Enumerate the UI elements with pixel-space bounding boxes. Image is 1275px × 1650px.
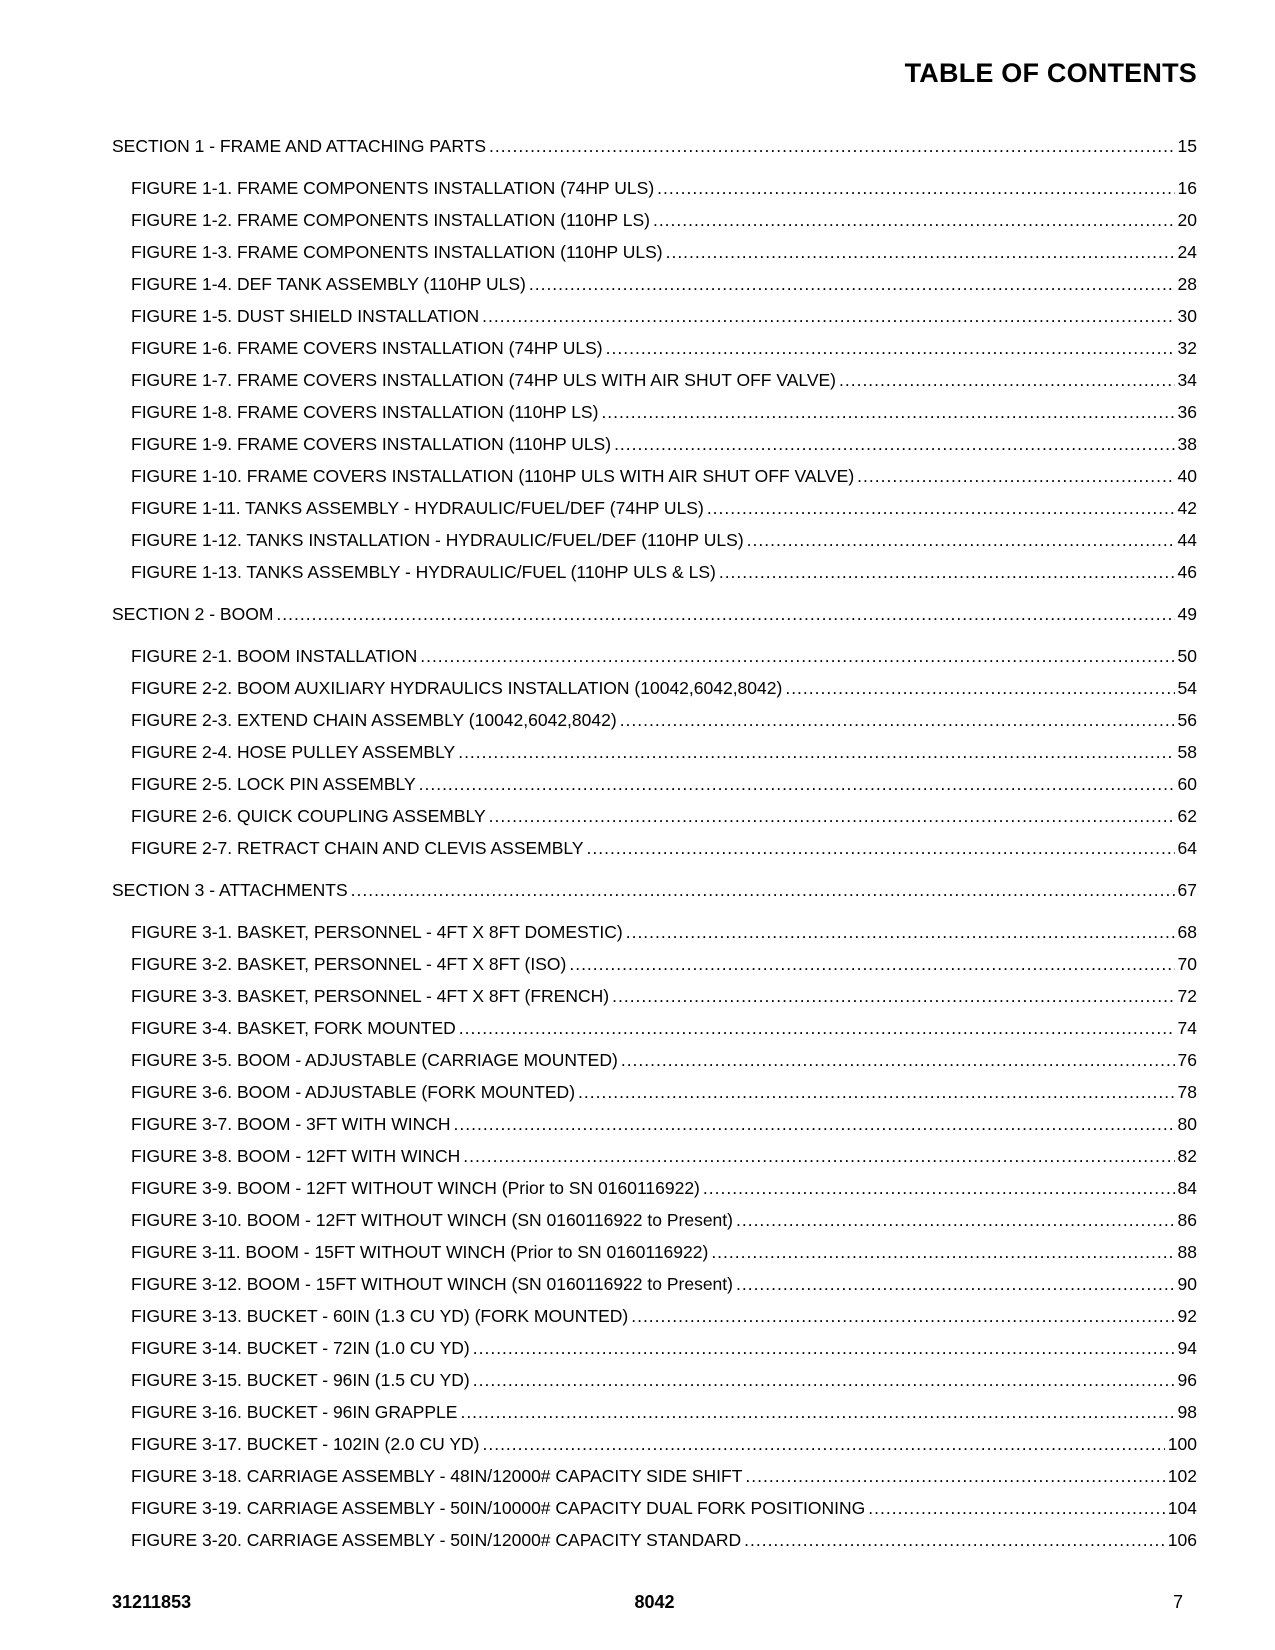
figure-title: FIGURE 1-4. DEF TANK ASSEMBLY (110HP ULS) <box>131 274 526 294</box>
figure-page-number: 62 <box>1177 806 1197 826</box>
dot-leader <box>703 1172 1175 1204</box>
figure-page-number: 64 <box>1177 838 1197 858</box>
dot-leader <box>614 428 1174 460</box>
toc-figure-entry[interactable] <box>112 1524 1197 1556</box>
toc-figure-entry[interactable] <box>112 204 1197 236</box>
toc-section-entry[interactable] <box>112 874 1197 906</box>
dot-leader <box>276 598 1174 630</box>
figure-page-number: 58 <box>1177 742 1197 762</box>
section-page-number: 49 <box>1177 604 1197 624</box>
figure-title: FIGURE 2-4. HOSE PULLEY ASSEMBLY <box>131 742 456 762</box>
footer-document-number: 31211853 <box>112 1592 192 1612</box>
figure-page-number: 54 <box>1177 678 1197 698</box>
toc-figure-entry[interactable] <box>112 300 1197 332</box>
dot-leader <box>482 1428 1164 1460</box>
figure-page-number: 82 <box>1177 1146 1197 1166</box>
toc-figure-entry[interactable] <box>112 1140 1197 1172</box>
section-title: SECTION 3 - ATTACHMENTS <box>112 880 348 900</box>
dot-leader <box>459 1012 1175 1044</box>
toc-figure-entry[interactable] <box>112 460 1197 492</box>
toc-figure-entry[interactable] <box>112 736 1197 768</box>
dot-leader <box>657 172 1174 204</box>
toc-figure-entry[interactable] <box>112 1236 1197 1268</box>
figure-title: FIGURE 3-13. BUCKET - 60IN (1.3 CU YD) (FORK MOUNTED) <box>131 1306 629 1326</box>
figure-title: FIGURE 3-3. BASKET, PERSONNEL - 4FT X 8FT (FRENCH) <box>131 986 610 1006</box>
figure-title: FIGURE 1-9. FRAME COVERS INSTALLATION (110HP ULS) <box>131 434 612 454</box>
figure-page-number: 92 <box>1177 1306 1197 1326</box>
figure-page-number: 72 <box>1177 986 1197 1006</box>
toc-figure-entry[interactable] <box>112 1300 1197 1332</box>
dot-leader <box>785 672 1174 704</box>
figure-title: FIGURE 1-2. FRAME COMPONENTS INSTALLATION (110HP LS) <box>131 210 650 230</box>
dot-leader <box>666 236 1175 268</box>
figure-title: FIGURE 3-11. BOOM - 15FT WITHOUT WINCH (Prior to SN 0160116922) <box>131 1242 709 1262</box>
toc-figure-entry[interactable] <box>112 492 1197 524</box>
figure-page-number: 98 <box>1177 1402 1197 1422</box>
toc-figure-entry[interactable] <box>112 1396 1197 1428</box>
figure-page-number: 40 <box>1177 466 1197 486</box>
figure-page-number: 78 <box>1177 1082 1197 1102</box>
section-page-number: 67 <box>1177 880 1197 900</box>
toc-figure-entry[interactable] <box>112 1492 1197 1524</box>
toc-figure-entry[interactable] <box>112 1332 1197 1364</box>
toc-figure-entry[interactable] <box>112 428 1197 460</box>
toc-figure-entry[interactable] <box>112 1172 1197 1204</box>
toc-section-entry[interactable] <box>112 130 1197 162</box>
dot-leader <box>569 948 1174 980</box>
toc-figure-entry[interactable] <box>112 1076 1197 1108</box>
figure-page-number: 90 <box>1177 1274 1197 1294</box>
figure-title: FIGURE 3-17. BUCKET - 102IN (2.0 CU YD) <box>131 1434 480 1454</box>
dot-leader <box>620 704 1175 736</box>
figure-page-number: 38 <box>1177 434 1197 454</box>
figure-title: FIGURE 3-1. BASKET, PERSONNEL - 4FT X 8FT DOMESTIC) <box>131 922 623 942</box>
toc-figure-entry[interactable] <box>112 524 1197 556</box>
toc-figure-entry[interactable] <box>112 704 1197 736</box>
dot-leader <box>719 556 1175 588</box>
dot-leader <box>420 640 1174 672</box>
figure-page-number: 104 <box>1167 1498 1197 1518</box>
dot-leader <box>868 1492 1165 1524</box>
figure-title: FIGURE 3-8. BOOM - 12FT WITH WINCH <box>131 1146 461 1166</box>
dot-leader <box>463 1140 1174 1172</box>
dot-leader <box>736 1204 1175 1236</box>
dot-leader <box>747 524 1175 556</box>
footer-model-number: 8042 <box>634 1592 675 1612</box>
figure-page-number: 16 <box>1177 178 1197 198</box>
toc-figure-entry[interactable] <box>112 364 1197 396</box>
figure-title: FIGURE 2-6. QUICK COUPLING ASSEMBLY <box>131 806 486 826</box>
figure-page-number: 80 <box>1177 1114 1197 1134</box>
toc-figure-entry[interactable] <box>112 236 1197 268</box>
dot-leader <box>419 768 1175 800</box>
figure-page-number: 60 <box>1177 774 1197 794</box>
figure-title: FIGURE 1-10. FRAME COVERS INSTALLATION (110HP ULS WITH AIR SHUT OFF VALVE) <box>131 466 855 486</box>
toc-figure-entry[interactable] <box>112 1044 1197 1076</box>
figure-page-number: 50 <box>1177 646 1197 666</box>
dot-leader <box>744 1524 1165 1556</box>
toc-figure-entry[interactable] <box>112 1364 1197 1396</box>
toc-figure-entry[interactable] <box>112 268 1197 300</box>
figure-title: FIGURE 2-7. RETRACT CHAIN AND CLEVIS ASSEMBLY <box>131 838 584 858</box>
figure-title: FIGURE 1-11. TANKS ASSEMBLY - HYDRAULIC/FUEL/DEF (74HP ULS) <box>131 498 704 518</box>
figure-title: FIGURE 3-16. BUCKET - 96IN GRAPPLE <box>131 1402 458 1422</box>
figure-title: FIGURE 3-19. CARRIAGE ASSEMBLY - 50IN/10000# CAPACITY DUAL FORK POSITIONING <box>131 1498 866 1518</box>
figure-title: FIGURE 1-7. FRAME COVERS INSTALLATION (74HP ULS WITH AIR SHUT OFF VALVE) <box>131 370 836 390</box>
dot-leader <box>489 800 1175 832</box>
toc-figure-entry[interactable] <box>112 1108 1197 1140</box>
dot-leader <box>489 130 1175 162</box>
dot-leader <box>631 1300 1174 1332</box>
figure-title: FIGURE 1-12. TANKS INSTALLATION - HYDRAULIC/FUEL/DEF (110HP ULS) <box>131 530 744 550</box>
figure-title: FIGURE 3-12. BOOM - 15FT WITHOUT WINCH (SN 0160116922 to Present) <box>131 1274 733 1294</box>
dot-leader <box>606 332 1175 364</box>
figure-page-number: 70 <box>1177 954 1197 974</box>
figure-page-number: 88 <box>1177 1242 1197 1262</box>
dot-leader <box>482 300 1174 332</box>
dot-leader <box>460 1396 1174 1428</box>
page-title: TABLE OF CONTENTS <box>904 58 1197 88</box>
section-title: SECTION 2 - BOOM <box>112 604 274 624</box>
figure-page-number: 102 <box>1167 1466 1197 1486</box>
figure-page-number: 36 <box>1177 402 1197 422</box>
dot-leader <box>626 916 1175 948</box>
figure-title: FIGURE 3-7. BOOM - 3FT WITH WINCH <box>131 1114 451 1134</box>
toc-figure-entry[interactable] <box>112 172 1197 204</box>
figure-title: FIGURE 3-18. CARRIAGE ASSEMBLY - 48IN/12000# CAPACITY SIDE SHIFT <box>131 1466 743 1486</box>
figure-title: FIGURE 3-14. BUCKET - 72IN (1.0 CU YD) <box>131 1338 470 1358</box>
figure-title: FIGURE 1-13. TANKS ASSEMBLY - HYDRAULIC/FUEL (110HP ULS & LS) <box>131 562 716 582</box>
figure-page-number: 76 <box>1177 1050 1197 1070</box>
dot-leader <box>711 1236 1174 1268</box>
figure-title: FIGURE 2-5. LOCK PIN ASSEMBLY <box>131 774 416 794</box>
toc-figure-entry[interactable] <box>112 1204 1197 1236</box>
figure-page-number: 24 <box>1177 242 1197 262</box>
dot-leader <box>454 1108 1175 1140</box>
figure-page-number: 20 <box>1177 210 1197 230</box>
figure-title: FIGURE 3-9. BOOM - 12FT WITHOUT WINCH (Prior to SN 0160116922) <box>131 1178 700 1198</box>
dot-leader <box>587 832 1175 864</box>
figure-title: FIGURE 2-3. EXTEND CHAIN ASSEMBLY (10042,6042,8042) <box>131 710 617 730</box>
dot-leader <box>578 1076 1175 1108</box>
table-of-contents <box>112 130 1197 1556</box>
figure-title: FIGURE 1-6. FRAME COVERS INSTALLATION (74HP ULS) <box>131 338 603 358</box>
figure-page-number: 94 <box>1177 1338 1197 1358</box>
figure-title: FIGURE 3-2. BASKET, PERSONNEL - 4FT X 8FT (ISO) <box>131 954 567 974</box>
figure-page-number: 96 <box>1177 1370 1197 1390</box>
figure-page-number: 86 <box>1177 1210 1197 1230</box>
toc-figure-entry[interactable] <box>112 672 1197 704</box>
figure-title: FIGURE 3-10. BOOM - 12FT WITHOUT WINCH (SN 0160116922 to Present) <box>131 1210 733 1230</box>
dot-leader <box>621 1044 1175 1076</box>
toc-figure-entry[interactable] <box>112 832 1197 864</box>
toc-figure-entry[interactable] <box>112 556 1197 588</box>
toc-figure-entry[interactable] <box>112 768 1197 800</box>
figure-page-number: 44 <box>1177 530 1197 550</box>
figure-title: FIGURE 1-3. FRAME COMPONENTS INSTALLATION (110HP ULS) <box>131 242 663 262</box>
toc-figure-entry[interactable] <box>112 948 1197 980</box>
figure-title: FIGURE 1-1. FRAME COMPONENTS INSTALLATION (74HP ULS) <box>131 178 655 198</box>
figure-page-number: 46 <box>1177 562 1197 582</box>
toc-section-entry[interactable] <box>112 598 1197 630</box>
figure-page-number: 32 <box>1177 338 1197 358</box>
dot-leader <box>839 364 1175 396</box>
figure-page-number: 100 <box>1167 1434 1197 1454</box>
toc-figure-entry[interactable] <box>112 916 1197 948</box>
dot-leader <box>458 736 1174 768</box>
toc-figure-entry[interactable] <box>112 1428 1197 1460</box>
figure-page-number: 28 <box>1177 274 1197 294</box>
dot-leader <box>473 1332 1175 1364</box>
figure-page-number: 34 <box>1177 370 1197 390</box>
dot-leader <box>736 1268 1175 1300</box>
figure-page-number: 84 <box>1177 1178 1197 1198</box>
footer-page-number: 7 <box>1172 1592 1183 1612</box>
figure-title: FIGURE 2-2. BOOM AUXILIARY HYDRAULICS INSTALLATION (10042,6042,8042) <box>131 678 783 698</box>
figure-title: FIGURE 2-1. BOOM INSTALLATION <box>131 646 418 666</box>
toc-figure-entry[interactable] <box>112 1268 1197 1300</box>
figure-title: FIGURE 3-4. BASKET, FORK MOUNTED <box>131 1018 456 1038</box>
figure-title: FIGURE 1-8. FRAME COVERS INSTALLATION (110HP LS) <box>131 402 599 422</box>
dot-leader <box>529 268 1175 300</box>
figure-title: FIGURE 3-5. BOOM - ADJUSTABLE (CARRIAGE MOUNTED) <box>131 1050 618 1070</box>
figure-title: FIGURE 3-15. BUCKET - 96IN (1.5 CU YD) <box>131 1370 470 1390</box>
dot-leader <box>351 874 1175 906</box>
dot-leader <box>601 396 1174 428</box>
toc-figure-entry[interactable] <box>112 1460 1197 1492</box>
figure-page-number: 30 <box>1177 306 1197 326</box>
dot-leader <box>653 204 1175 236</box>
figure-page-number: 74 <box>1177 1018 1197 1038</box>
toc-figure-entry[interactable] <box>112 640 1197 672</box>
toc-figure-entry[interactable] <box>112 396 1197 428</box>
figure-title: FIGURE 3-6. BOOM - ADJUSTABLE (FORK MOUNTED) <box>131 1082 576 1102</box>
toc-figure-entry[interactable] <box>112 980 1197 1012</box>
toc-figure-entry[interactable] <box>112 332 1197 364</box>
dot-leader <box>473 1364 1175 1396</box>
section-page-number: 15 <box>1177 136 1197 156</box>
toc-figure-entry[interactable] <box>112 800 1197 832</box>
figure-page-number: 106 <box>1167 1530 1197 1550</box>
dot-leader <box>707 492 1175 524</box>
figure-title: FIGURE 3-20. CARRIAGE ASSEMBLY - 50IN/12000# CAPACITY STANDARD <box>131 1530 742 1550</box>
dot-leader <box>612 980 1174 1012</box>
figure-page-number: 56 <box>1177 710 1197 730</box>
figure-title: FIGURE 1-5. DUST SHIELD INSTALLATION <box>131 306 480 326</box>
figure-page-number: 42 <box>1177 498 1197 518</box>
toc-figure-entry[interactable] <box>112 1012 1197 1044</box>
page-footer <box>112 1592 1197 1616</box>
dot-leader <box>745 1460 1164 1492</box>
figure-page-number: 68 <box>1177 922 1197 942</box>
section-title: SECTION 1 - FRAME AND ATTACHING PARTS <box>112 136 487 156</box>
dot-leader <box>857 460 1174 492</box>
